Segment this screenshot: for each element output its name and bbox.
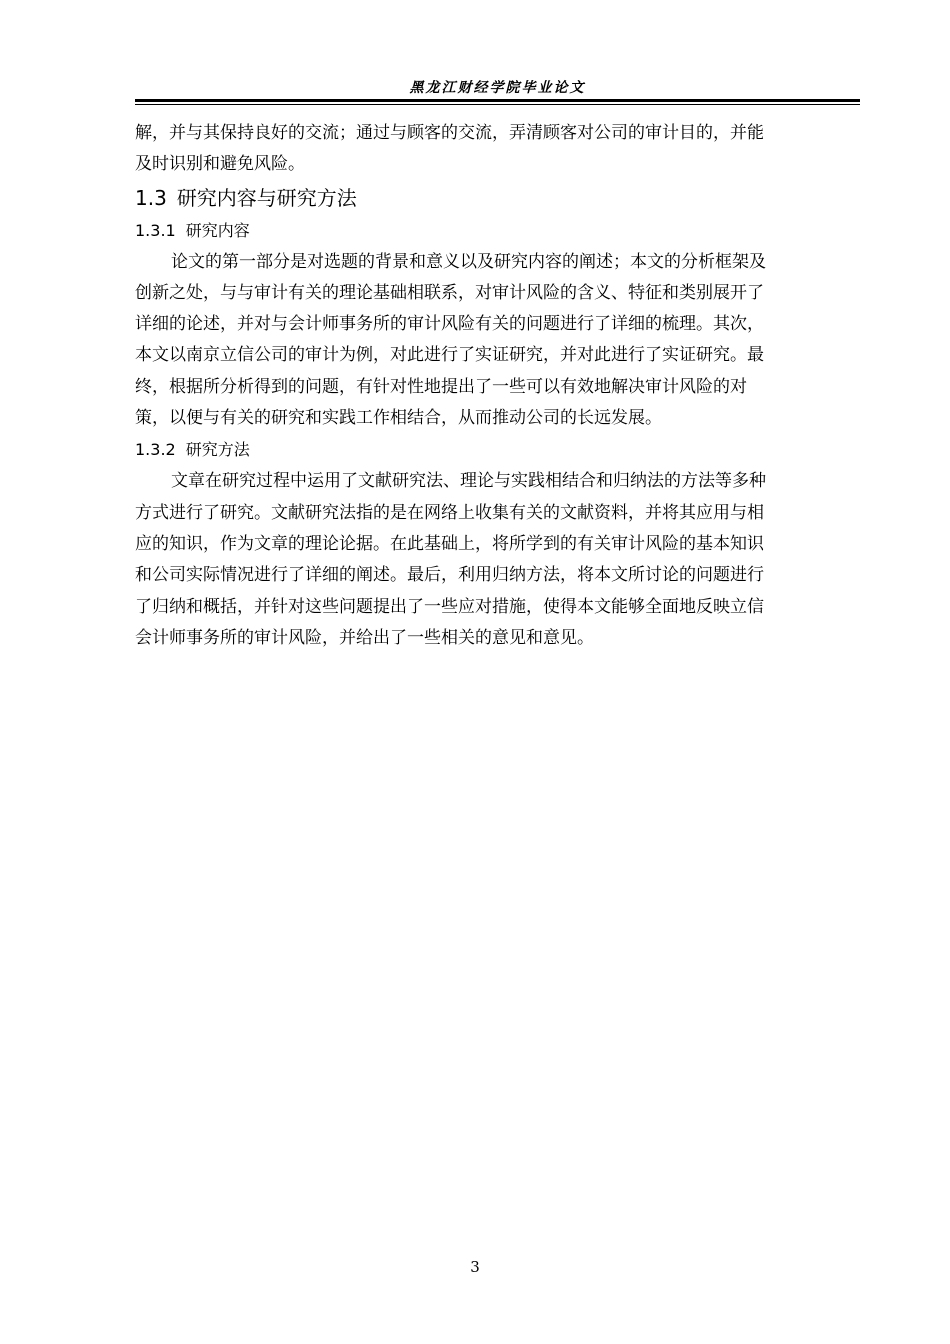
paragraph-line: 文章在研究过程中运用了文献研究法、理论与实践相结合和归纳法的方法等多种 xyxy=(171,471,766,492)
header-rule-thin xyxy=(135,104,860,105)
paragraph-line: 解，并与其保持良好的交流；通过与顾客的交流，弄清顾客对公司的审计目的，并能 xyxy=(135,123,764,143)
paragraph-line: 策，以便与有关的研究和实践工作相结合，从而推动公司的长远发展。 xyxy=(135,408,662,429)
paragraph-line: 应的知识，作为文章的理论论据。在此基础上，将所学到的有关审计风险的基本知识 xyxy=(135,533,764,554)
document-body xyxy=(135,118,860,654)
subsection-number: 1.3.1 xyxy=(135,220,176,240)
subsection-title: 研究方法 xyxy=(185,440,250,460)
subsection-heading-research-content xyxy=(135,217,860,245)
paragraph-line: 及时识别和避免风险。 xyxy=(135,154,305,175)
intro-paragraph xyxy=(135,118,860,181)
paragraph-line: 了归纳和概括，并针对这些问题提出了一些应对措施，使得本文能够全面地反映立信 xyxy=(135,596,764,617)
research-content-paragraph xyxy=(135,247,860,435)
paragraph-line: 论文的第一部分是对选题的背景和意义以及研究内容的阐述；本文的分析框架及 xyxy=(171,251,766,272)
paragraph-line: 会计师事务所的审计风险，并给出了一些相关的意见和意见。 xyxy=(135,627,594,648)
paragraph-line: 终，根据所分析得到的问题，有针对性地提出了一些可以有效地解决审计风险的对 xyxy=(135,376,747,397)
paragraph-line: 方式进行了研究。文献研究法指的是在网络上收集有关的文献资料，并将其应用与相 xyxy=(135,502,764,523)
subsection-number: 1.3.2 xyxy=(135,440,176,460)
page-number: 3 xyxy=(470,1258,480,1276)
paragraph-line: 创新之处，与与审计有关的理论基础相联系，对审计风险的含义、特征和类别展开了 xyxy=(135,282,764,303)
paragraph-line: 本文以南京立信公司的审计为例，对此进行了实证研究，并对此进行了实证研究。最 xyxy=(135,345,764,366)
paragraph-line: 和公司实际情况进行了详细的阐述。最后，利用归纳方法，将本文所讨论的问题进行 xyxy=(135,565,764,586)
section-number: 1.3 xyxy=(135,185,167,210)
section-heading xyxy=(135,183,860,213)
research-methods-paragraph xyxy=(135,466,860,654)
header-rule-thick xyxy=(135,99,860,102)
subsection-heading-research-methods xyxy=(135,436,860,464)
subsection-title: 研究内容 xyxy=(185,220,250,240)
paragraph-line: 详细的论述，并对与会计师事务所的审计风险有关的问题进行了详细的梳理。其次， xyxy=(135,314,764,335)
running-header-title: 黑龙江财经学院毕业论文 xyxy=(409,80,586,96)
section-title: 研究内容与研究方法 xyxy=(176,185,357,210)
